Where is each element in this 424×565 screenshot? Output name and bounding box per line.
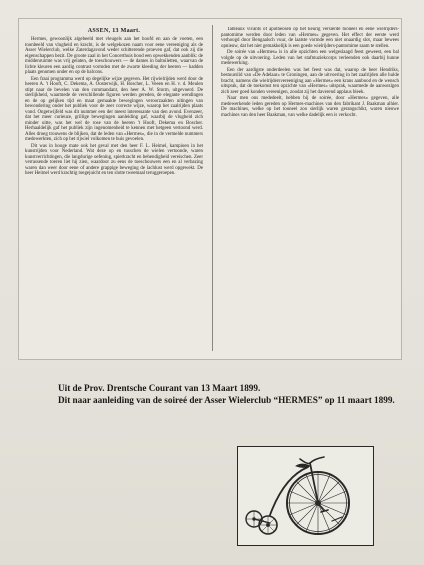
article-paragraph: Hermes, gewoonlijk algebeeld met vleugels aan het hoofd en aan de voeten, een toonbeeld van vlugheid en kracht, is de welgekozen naam voor eene vereeniging als de Asser Wielerclub, welke Zaterdagavond weder schitterende proeven gaf, dat ook zij die eigenschappen bezit. De groote zaal in het Concerthuis bood een opwekkenden aanblik: de middenruimte was vrij gelaten, de toeschouwers — de dames in baltoiletten, waarvan de lichte kleuren een aardig contrast vormden met de zwarte kleeding der heeren — hadden plaats genomen onder en op de balcons. xyxy=(25,37,203,75)
article-paragraph: De soirée van »Hermes« is in alle opzichten een welgeslaagd feest geweest, een bal volgde op de uitvoering. Leden van het stafmuziekcorps verleenden ook daarbij hunne medewerking. xyxy=(221,50,399,66)
article-paragraph: Tableaux vivants of apotheosen op het keurig versierde tooneel en eene wielrijders-pantomime werden door leden van »Hermes« gegeven. Het effect der eerste werd verhoogd door Bengaalsch vuur, de laatste vormde een niet onaardig slot, maar bewees opnieuw, dat het niet gemakkelijk is een goede wielrijders-pantomime saam te stellen. xyxy=(221,27,399,49)
article-dateline: ASSEN, 13 Maart. xyxy=(87,28,141,34)
penny-farthing-tricycle-icon xyxy=(238,447,372,544)
newspaper-clipping xyxy=(18,18,402,360)
caption-line-source: Uit de Prov. Drentsche Courant van 13 Maart 1899. xyxy=(58,383,261,393)
article-paragraph: Naar men ons mededeelt, hebben bij de soirée, door »Hermes« gegeven, alle medewerkende leden gereden op Hermes-machines van den fabrikant J. Baakman alhier. De machines, welke op het tooneel zoo sierlijk waren gerangschikt, waren nieuwe machines van den heer Baakman, van welke dadelijk een is verkocht. xyxy=(221,96,399,118)
article-column-left xyxy=(25,27,203,349)
article-paragraph: Een fraai programma werd op degelijke wijze gegeven. Het rijwielrijden werd door de heeren A. 't Hooft, C. Dekema, A. Oosterwijk, H. Boscher, L. Veeen en H. v. d. Meulen stipt naar de bevelen van den commandant, den heer A. W. Storm, uitgevoerd. De sierlijkheid, waarmede de verschillende figuren werden gereden, de elegante wendingen en de op gelijken tijd en maat gemaakte bewegingen veroorzaakten uitingen van bewondering onder het publiek voor de zeer correcte wijze, waarop het zaalrijden plaats vond. Ongetwijfeld was dit nummer een der meest interessante van den avond. Evenzeer, dat het meer curieuze, grillige bewegingen aanleiding gaf, waarbij de vlugheid zich minder uitte, was het wel de rose van de heeren 't Hooft, Dekema en Boscher. Herhaaldelijk gaf het publiek zijn ingenomenheid te kennen met hetgeen vertoond werd. Alles droeg trouwens de blijken, dat de leden van »Hermes«, die in de vermelde nummers medewerkten, zich op het rijwiel volkomen te huis gevoelen. xyxy=(25,76,203,142)
article-paragraph: Dit was in hooge mate ook het geval met den heer F. L. Heimel, kampioen in het kunstrijden voor Nederland. Wat deze op en tusschen de wielen vertoonde, waren kunstverrichtingen, die langdurige oefening, spierkracht en behendigheid vereischen. Zeer verrassende toeren liet hij zien, waardoor zu eens de toeschouwers een en al verbazing waren dan weer door eene of andere grappige beweging de lachlust werd opgewekt. De heer Heimel werd krachtig toegejuicht en ten slotte tweemaal teruggeroepen. xyxy=(25,143,203,176)
page-caption xyxy=(58,382,408,406)
article-paragraph: Een der aardigste onderdeelen was het feest was dat, waarop de heer Hendriks, bestuurslid van »De Adelaar« te Groningen, aan de uitvoering in het zaalrijden alle hulde bracht, namens die wielrijdersvereeniging aan »Hermes« een krans aanbood en de wensch uitsprak, dat de toekomst ten opzichte van »Hermes« uitsprak, waarmede de aanwezigen zich zeer goed konden vereenigen, zoodat zij het daverend applaus bleek. xyxy=(221,67,399,95)
bicycle-illustration xyxy=(237,446,374,546)
caption-line-occasion: Dit naar aanleiding van de soireé der Asser Wielerclub “HERMES” op 11 maart 1899. xyxy=(58,395,395,405)
article-column-right xyxy=(221,27,399,239)
column-divider xyxy=(212,25,213,351)
